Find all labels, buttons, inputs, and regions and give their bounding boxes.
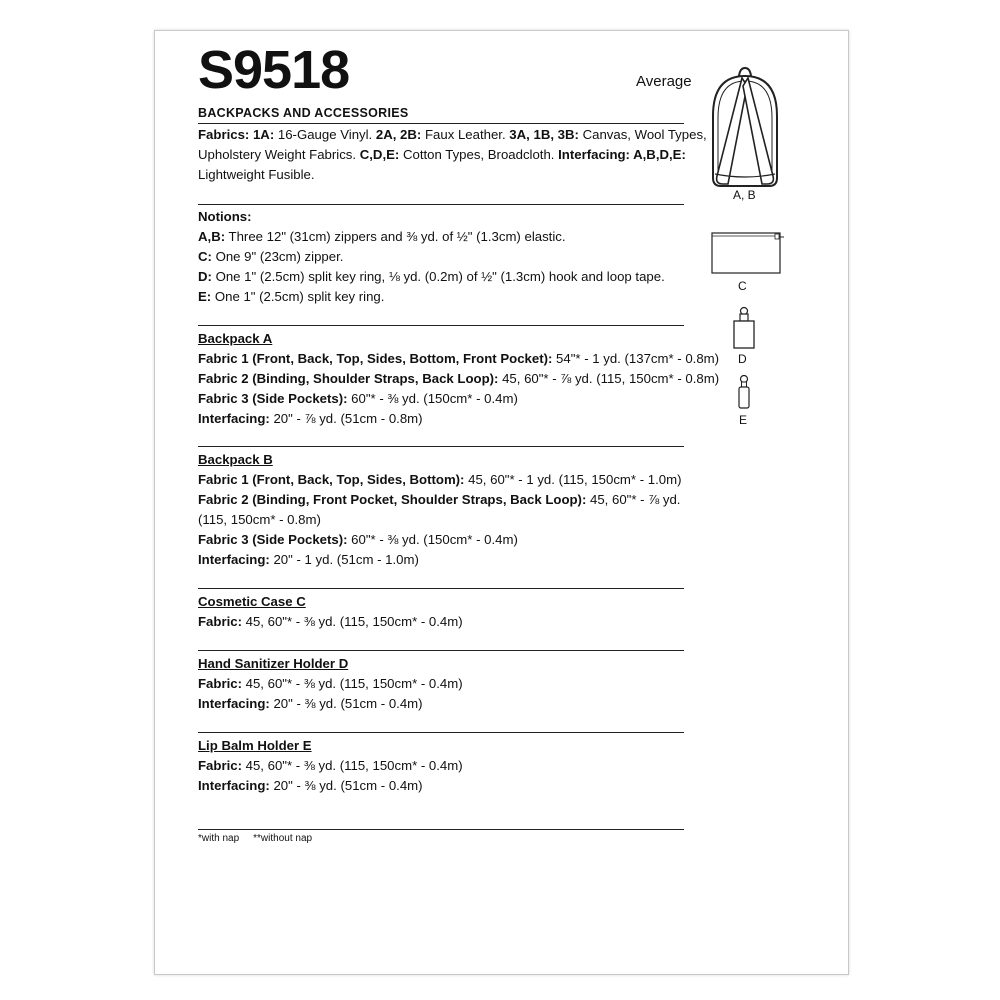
section-heading: Lip Balm Holder E [198, 738, 312, 753]
divider [198, 588, 684, 589]
size-label: Average [636, 73, 692, 90]
pattern-number: S9518 [198, 40, 350, 100]
notion-item: D: One 1" (2.5cm) split key ring, ⅛ yd. (0.2m) of ½" (1.3cm) hook and loop tape. [198, 269, 665, 284]
subtitle: BACKPACKS AND ACCESSORIES [198, 106, 409, 120]
lip-balm-holder-illustration [734, 374, 754, 410]
notions-heading: Notions: [198, 209, 252, 224]
illustration-label-c: C [738, 279, 747, 293]
section-heading: Backpack B [198, 452, 273, 467]
footnotes: *with nap **without nap [198, 833, 313, 844]
illustration-label-ab: A, B [733, 188, 756, 202]
illustration-label-e: E [739, 413, 748, 427]
sanitizer-holder-illustration [732, 306, 756, 350]
divider [198, 732, 684, 733]
notions-section [198, 207, 684, 307]
divider [198, 325, 684, 326]
notion-item: E: One 1" (2.5cm) split key ring. [198, 289, 385, 304]
divider [198, 204, 684, 205]
backpack-illustration [705, 66, 785, 192]
divider [198, 123, 684, 124]
divider [198, 446, 684, 447]
lip-balm-holder-section: Lip Balm Holder E Fabric: 45, 60"* - ⅜ yd. (115, 150cm* - 0.4m) Interfacing: 20" - ⅜ yd. (51cm - 0.4m) [198, 738, 463, 793]
illustration-label-d: D [738, 352, 747, 366]
backpack-a-section: Backpack A Fabric 1 (Front, Back, Top, Sides, Bottom, Front Pocket): 54"* - 1 yd. (137cm* - 0.8m) Fabric 2 (Binding, Shoulder Straps, Back Loop): 45, 60"* - ⅞ yd. (115, 150cm* - 0.8m) Fabric 3 (Side Pockets): 60"* - ⅜ yd. (150cm* - 0.4m) Interfacing: 20" - ⅞ yd. (51cm - 0.8m) [198, 331, 720, 426]
section-heading: Cosmetic Case C [198, 594, 306, 609]
section-heading: Hand Sanitizer Holder D [198, 656, 349, 671]
divider [198, 829, 684, 830]
notion-item: C: One 9" (23cm) zipper. [198, 249, 344, 264]
sanitizer-holder-section: Hand Sanitizer Holder D Fabric: 45, 60"* - ⅜ yd. (115, 150cm* - 0.4m) Interfacing: 20" - ⅜ yd. (51cm - 0.4m) [198, 656, 463, 711]
fabrics-section: Fabrics: 1A: 16-Gauge Vinyl. 2A, 2B: Faux Leather. 3A, 1B, 3B: Canvas, Wool Types, Upholstery Weight Fabrics. C,D,E: Cotton Types, Broadcloth. Interfacing: A,B,D,E: Lightweight Fusible. [198, 127, 707, 182]
notion-item: A,B: Three 12" (31cm) zippers and ⅜ yd. of ½" (1.3cm) elastic. [198, 229, 566, 244]
section-heading: Backpack A [198, 331, 273, 346]
backpack-b-section: Backpack B Fabric 1 (Front, Back, Top, Sides, Bottom): 45, 60"* - 1 yd. (115, 150cm* - 1.0m) Fabric 2 (Binding, Front Pocket, Shoulder Straps, Back Loop): 45, 60"* - ⅞ yd. (115, 150cm* - 0.8m) Fabric 3 (Side Pockets): 60"* - ⅜ yd. (150cm* - 0.4m) Interfacing: 20" - 1 yd. (51cm - 1.0m) [198, 452, 682, 567]
cosmetic-case-section: Cosmetic Case C Fabric: 45, 60"* - ⅜ yd. (115, 150cm* - 0.4m) [198, 594, 463, 629]
cosmetic-case-illustration [711, 229, 785, 275]
divider [198, 650, 684, 651]
